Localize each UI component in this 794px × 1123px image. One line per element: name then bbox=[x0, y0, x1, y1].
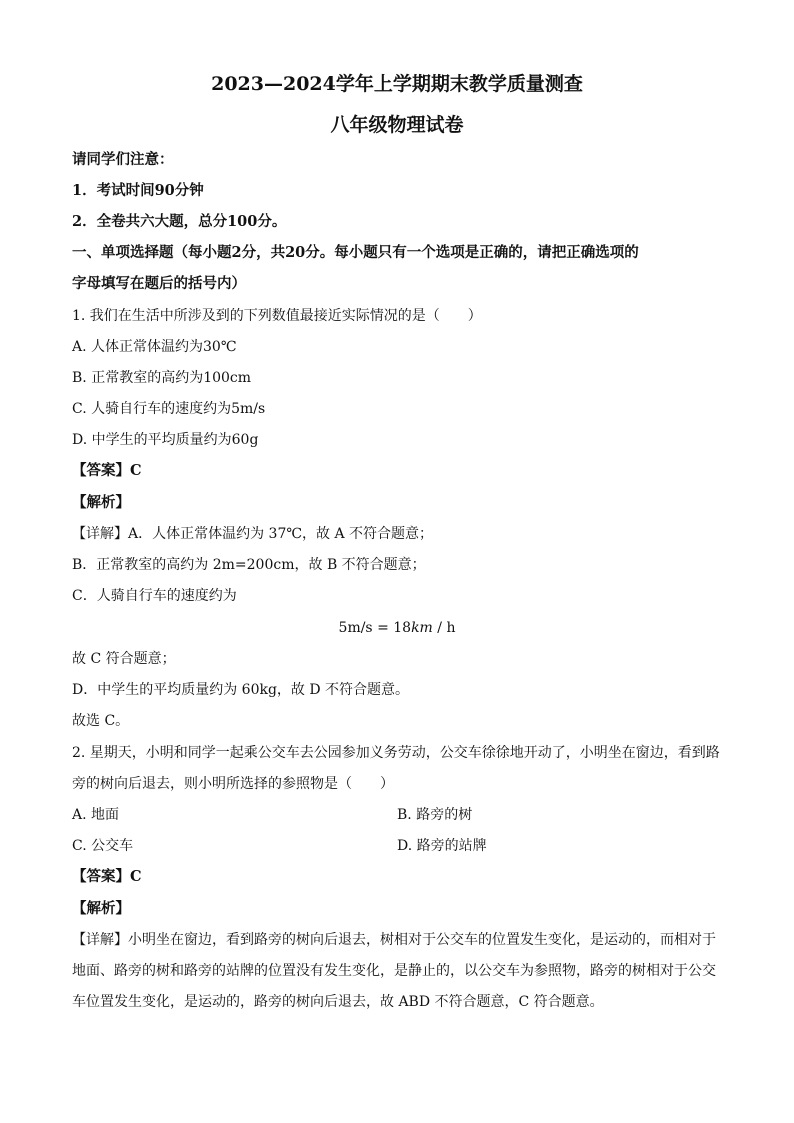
q1-answer: 【答案】C bbox=[72, 462, 142, 479]
q1-detail-1: 【详解】A．人体正常体温约为 37℃，故 A 不符合题意； bbox=[72, 526, 434, 542]
q2-answer: 【答案】C bbox=[72, 868, 142, 885]
formula-unit: km bbox=[411, 620, 433, 636]
q1-formula bbox=[0, 618, 794, 638]
q1-detail-3: C．人骑自行车的速度约为 bbox=[72, 588, 237, 604]
q1-option-a: A. 人体正常体温约为30℃ bbox=[72, 339, 237, 355]
notice-item-2: 2．全卷共六大题，总分100分。 bbox=[72, 213, 287, 230]
q2-option-c: C. 公交车 bbox=[72, 838, 134, 854]
section-heading: 一、单项选择题（每小题2分，共20分。每小题只有一个选项是正确的，请把正确选项的 bbox=[72, 244, 639, 261]
q2-analysis: 【解析】 bbox=[72, 900, 130, 917]
q1-option-b: B. 正常教室的高约为100cm bbox=[72, 370, 252, 386]
formula-left: 5m/s = 18 bbox=[338, 620, 412, 636]
q1-after-2: D．中学生的平均质量约为 60kg，故 D 不符合题意。 bbox=[72, 682, 410, 698]
q2-detail-1: 【详解】小明坐在窗边，看到路旁的树向后退去，树相对于公交车的位置发生变化，是运动的，而相对于 bbox=[72, 932, 716, 948]
q2-stem: 2. 星期天，小明和同学一起乘公交车去公园参加义务劳动，公交车徐徐地开动了，小明坐在窗边，看到路 bbox=[72, 745, 720, 761]
exam-title: 2023—2024学年上学期期末教学质量测查 bbox=[211, 73, 583, 95]
formula-right: / h bbox=[432, 620, 456, 636]
q1-option-c: C. 人骑自行车的速度约为5m/s bbox=[72, 401, 266, 417]
q2-detail-3: 车位置发生变化，是运动的，路旁的树向后退去，故 ABD 不符合题意，C 符合题意。 bbox=[72, 994, 604, 1010]
notice-heading: 请同学们注意： bbox=[72, 151, 174, 168]
q1-after-3: 故选 C。 bbox=[72, 713, 130, 729]
exam-subtitle: 八年级物理试卷 bbox=[330, 114, 464, 136]
q1-after-1: 故 C 符合题意； bbox=[72, 651, 176, 667]
q2-detail-2: 地面、路旁的树和路旁的站牌的位置没有发生变化，是静止的，以公交车为参照物，路旁的树相对于公交 bbox=[72, 963, 716, 979]
q2-option-b: B. 路旁的树 bbox=[397, 807, 473, 823]
q1-detail-2: B．正常教室的高约为 2m=200cm，故 B 不符合题意； bbox=[72, 557, 426, 573]
q1-analysis: 【解析】 bbox=[72, 494, 130, 511]
q1-option-d: D. 中学生的平均质量约为60g bbox=[72, 432, 259, 448]
q2-option-d: D. 路旁的站牌 bbox=[397, 838, 487, 854]
notice-item-1: 1．考试时间90分钟 bbox=[72, 182, 204, 199]
q1-stem: 1. 我们在生活中所涉及到的下列数值最接近实际情况的是（ ） bbox=[72, 308, 482, 324]
section-heading-cont: 字母填写在题后的括号内） bbox=[72, 275, 246, 292]
q2-stem-cont: 旁的树向后退去，则小明所选择的参照物是（ ） bbox=[72, 776, 394, 792]
q2-option-a: A. 地面 bbox=[72, 807, 120, 823]
